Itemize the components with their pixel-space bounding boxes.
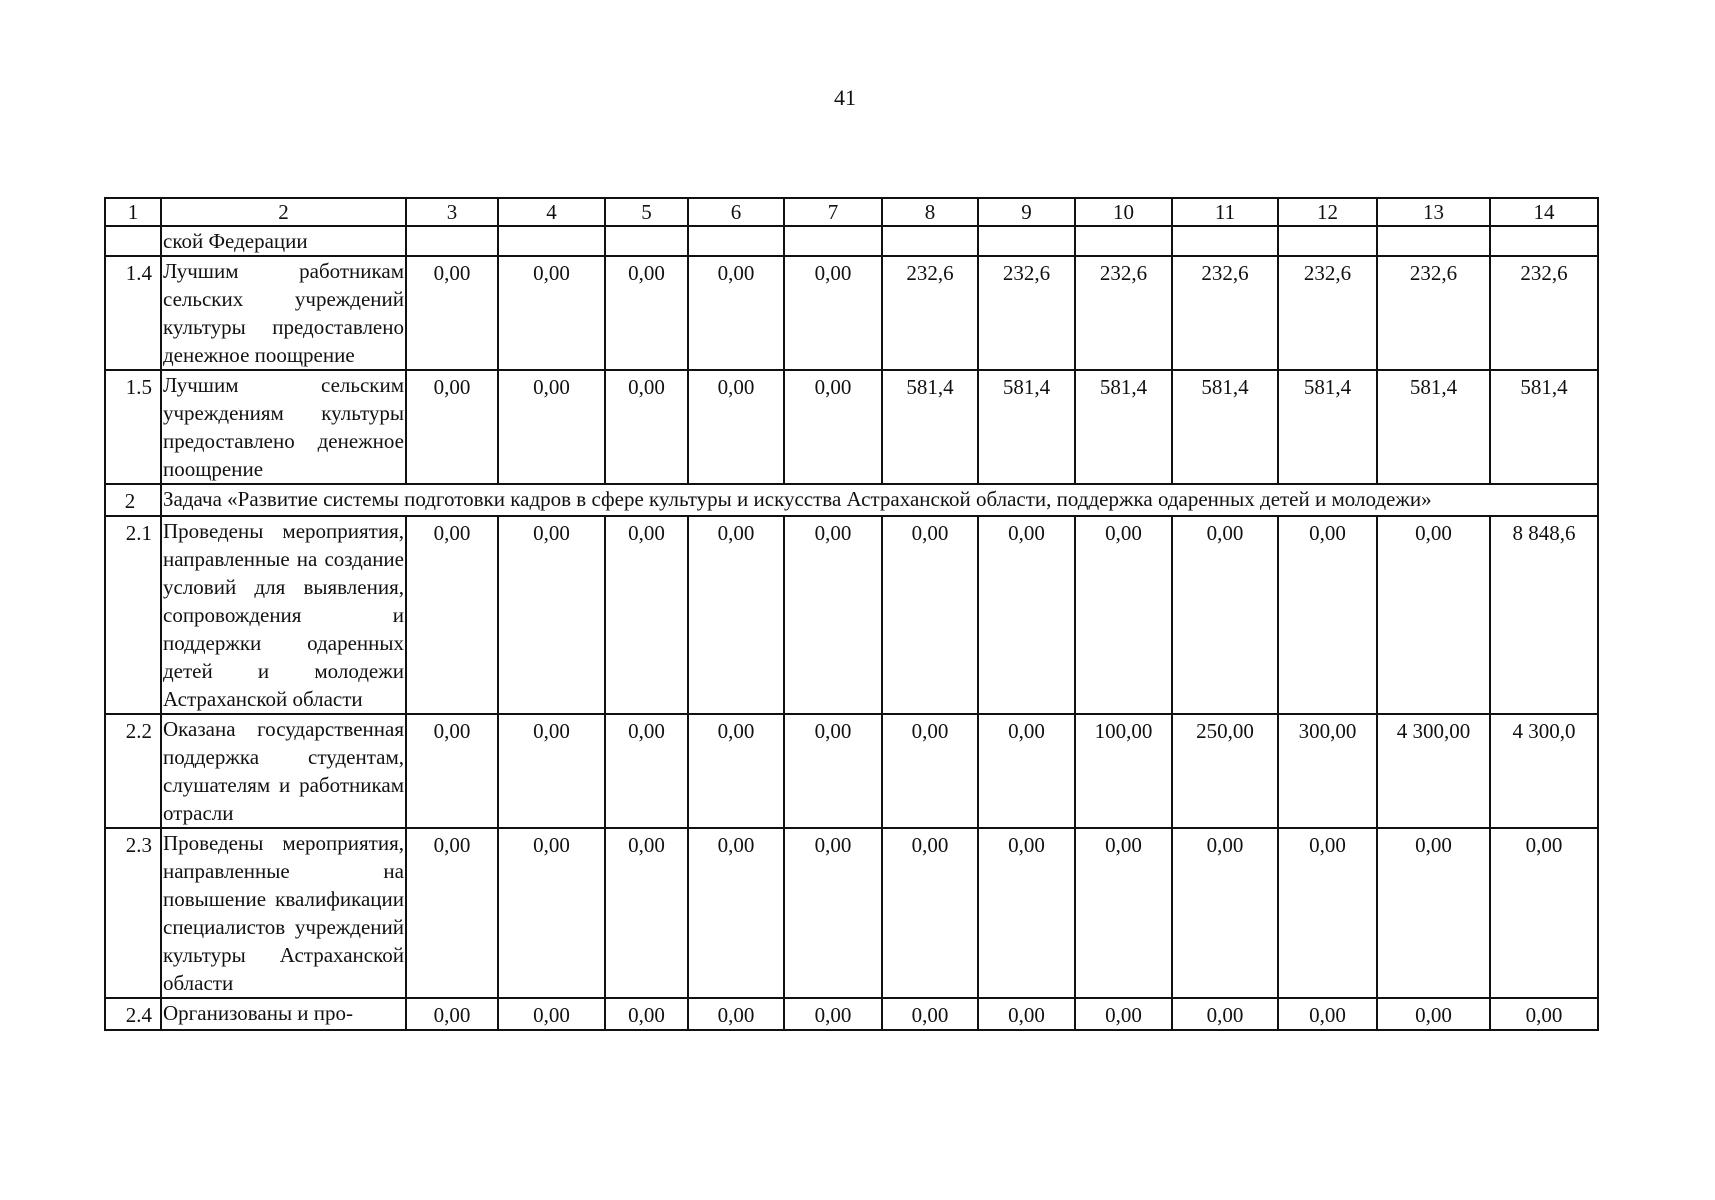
row-description: Оказана государственная поддержка студентам, слушателям и работникам отрасли bbox=[161, 714, 406, 828]
value-cell: 0,00 bbox=[1377, 516, 1490, 714]
column-header: 12 bbox=[1278, 198, 1377, 226]
value-cell: 300,00 bbox=[1278, 714, 1377, 828]
value-cell: 0,00 bbox=[688, 256, 784, 370]
value-cell: 0,00 bbox=[978, 828, 1075, 998]
value-cell: 0,00 bbox=[688, 516, 784, 714]
row-index: 2.4 bbox=[105, 998, 161, 1030]
table-row bbox=[105, 998, 1598, 1030]
row-description: Организованы и про- bbox=[161, 998, 406, 1030]
table-body bbox=[105, 198, 1598, 1030]
empty-cell bbox=[1172, 226, 1278, 256]
value-cell: 0,00 bbox=[882, 998, 978, 1030]
column-header: 2 bbox=[161, 198, 406, 226]
value-cell: 0,00 bbox=[605, 370, 688, 484]
value-cell: 232,6 bbox=[1377, 256, 1490, 370]
row-description: Проведены мероприятия, направленные на повышение квалификации специалистов учреждений культуры Астраханской области bbox=[161, 828, 406, 998]
value-cell: 581,4 bbox=[1490, 370, 1598, 484]
task-title: Задача «Развитие системы подготовки кадров в сфере культуры и искусства Астраханской области, поддержка одаренных детей и молодежи» bbox=[161, 484, 1598, 516]
value-cell: 0,00 bbox=[1278, 828, 1377, 998]
value-cell: 0,00 bbox=[688, 828, 784, 998]
value-cell: 0,00 bbox=[882, 714, 978, 828]
data-table bbox=[104, 197, 1599, 1031]
empty-cell bbox=[605, 226, 688, 256]
value-cell: 0,00 bbox=[406, 998, 498, 1030]
value-cell: 0,00 bbox=[1377, 998, 1490, 1030]
value-cell: 250,00 bbox=[1172, 714, 1278, 828]
value-cell: 0,00 bbox=[605, 828, 688, 998]
value-cell: 0,00 bbox=[1075, 998, 1172, 1030]
value-cell: 0,00 bbox=[688, 998, 784, 1030]
value-cell: 232,6 bbox=[1490, 256, 1598, 370]
table-row bbox=[105, 370, 1598, 484]
value-cell: 0,00 bbox=[978, 998, 1075, 1030]
value-cell: 581,4 bbox=[882, 370, 978, 484]
value-cell: 581,4 bbox=[1377, 370, 1490, 484]
empty-cell bbox=[1377, 226, 1490, 256]
value-cell: 0,00 bbox=[498, 998, 605, 1030]
value-cell: 0,00 bbox=[688, 714, 784, 828]
value-cell: 0,00 bbox=[605, 998, 688, 1030]
value-cell: 0,00 bbox=[688, 370, 784, 484]
empty-cell bbox=[1490, 226, 1598, 256]
empty-cell bbox=[688, 226, 784, 256]
value-cell: 232,6 bbox=[1172, 256, 1278, 370]
value-cell: 0,00 bbox=[882, 516, 978, 714]
value-cell: 0,00 bbox=[1172, 516, 1278, 714]
column-header: 4 bbox=[498, 198, 605, 226]
column-header: 6 bbox=[688, 198, 784, 226]
value-cell: 0,00 bbox=[784, 998, 882, 1030]
value-cell: 4 300,00 bbox=[1377, 714, 1490, 828]
value-cell: 0,00 bbox=[498, 370, 605, 484]
value-cell: 0,00 bbox=[1172, 998, 1278, 1030]
empty-cell bbox=[406, 226, 498, 256]
value-cell: 0,00 bbox=[978, 714, 1075, 828]
value-cell: 0,00 bbox=[406, 828, 498, 998]
value-cell: 0,00 bbox=[1075, 516, 1172, 714]
row-description: Лучшим работникам сельских учреждений культуры предоставлено денежное поощрение bbox=[161, 256, 406, 370]
row-index bbox=[105, 226, 161, 256]
row-index: 2.3 bbox=[105, 828, 161, 998]
value-cell: 0,00 bbox=[784, 714, 882, 828]
value-cell: 232,6 bbox=[978, 256, 1075, 370]
value-cell: 0,00 bbox=[498, 256, 605, 370]
value-cell: 0,00 bbox=[1075, 828, 1172, 998]
value-cell: 0,00 bbox=[605, 714, 688, 828]
empty-cell bbox=[1278, 226, 1377, 256]
value-cell: 4 300,0 bbox=[1490, 714, 1598, 828]
column-header: 10 bbox=[1075, 198, 1172, 226]
column-header: 3 bbox=[406, 198, 498, 226]
value-cell: 581,4 bbox=[1172, 370, 1278, 484]
row-description: Лучшим сельским учреждениям культуры предоставлено денежное поощрение bbox=[161, 370, 406, 484]
value-cell: 0,00 bbox=[1490, 828, 1598, 998]
value-cell: 0,00 bbox=[784, 370, 882, 484]
row-index: 2 bbox=[105, 484, 161, 516]
empty-cell bbox=[784, 226, 882, 256]
table-row bbox=[105, 256, 1598, 370]
value-cell: 0,00 bbox=[784, 828, 882, 998]
row-index: 2.1 bbox=[105, 516, 161, 714]
value-cell: 0,00 bbox=[406, 256, 498, 370]
value-cell: 0,00 bbox=[1172, 828, 1278, 998]
header-row bbox=[105, 198, 1598, 226]
table-row bbox=[105, 714, 1598, 828]
value-cell: 0,00 bbox=[605, 516, 688, 714]
value-cell: 0,00 bbox=[406, 370, 498, 484]
task-row bbox=[105, 484, 1598, 516]
row-description: Проведены мероприятия, направленные на создание условий для выявления, сопровождения и поддержки одаренных детей и молодежи Астраханской области bbox=[161, 516, 406, 714]
value-cell: 0,00 bbox=[1377, 828, 1490, 998]
column-header: 5 bbox=[605, 198, 688, 226]
value-cell: 0,00 bbox=[978, 516, 1075, 714]
row-description: ской Федерации bbox=[161, 226, 406, 256]
value-cell: 0,00 bbox=[784, 256, 882, 370]
value-cell: 581,4 bbox=[978, 370, 1075, 484]
empty-cell bbox=[1075, 226, 1172, 256]
value-cell: 232,6 bbox=[882, 256, 978, 370]
value-cell: 8 848,6 bbox=[1490, 516, 1598, 714]
value-cell: 0,00 bbox=[498, 516, 605, 714]
table-row bbox=[105, 516, 1598, 714]
value-cell: 100,00 bbox=[1075, 714, 1172, 828]
value-cell: 0,00 bbox=[1490, 998, 1598, 1030]
empty-cell bbox=[978, 226, 1075, 256]
value-cell: 581,4 bbox=[1278, 370, 1377, 484]
empty-cell bbox=[882, 226, 978, 256]
column-header: 14 bbox=[1490, 198, 1598, 226]
column-header: 8 bbox=[882, 198, 978, 226]
row-index: 1.4 bbox=[105, 256, 161, 370]
value-cell: 0,00 bbox=[406, 714, 498, 828]
value-cell: 232,6 bbox=[1278, 256, 1377, 370]
value-cell: 0,00 bbox=[882, 828, 978, 998]
empty-cell bbox=[498, 226, 605, 256]
column-header: 1 bbox=[105, 198, 161, 226]
value-cell: 0,00 bbox=[784, 516, 882, 714]
value-cell: 232,6 bbox=[1075, 256, 1172, 370]
column-header: 13 bbox=[1377, 198, 1490, 226]
row-index: 2.2 bbox=[105, 714, 161, 828]
value-cell: 0,00 bbox=[605, 256, 688, 370]
table-row bbox=[105, 828, 1598, 998]
continuation-row bbox=[105, 226, 1598, 256]
value-cell: 0,00 bbox=[1278, 998, 1377, 1030]
value-cell: 581,4 bbox=[1075, 370, 1172, 484]
row-index: 1.5 bbox=[105, 370, 161, 484]
value-cell: 0,00 bbox=[406, 516, 498, 714]
column-header: 7 bbox=[784, 198, 882, 226]
column-header: 9 bbox=[978, 198, 1075, 226]
value-cell: 0,00 bbox=[498, 714, 605, 828]
value-cell: 0,00 bbox=[1278, 516, 1377, 714]
page-number: 41 bbox=[834, 85, 856, 110]
column-header: 11 bbox=[1172, 198, 1278, 226]
value-cell: 0,00 bbox=[498, 828, 605, 998]
